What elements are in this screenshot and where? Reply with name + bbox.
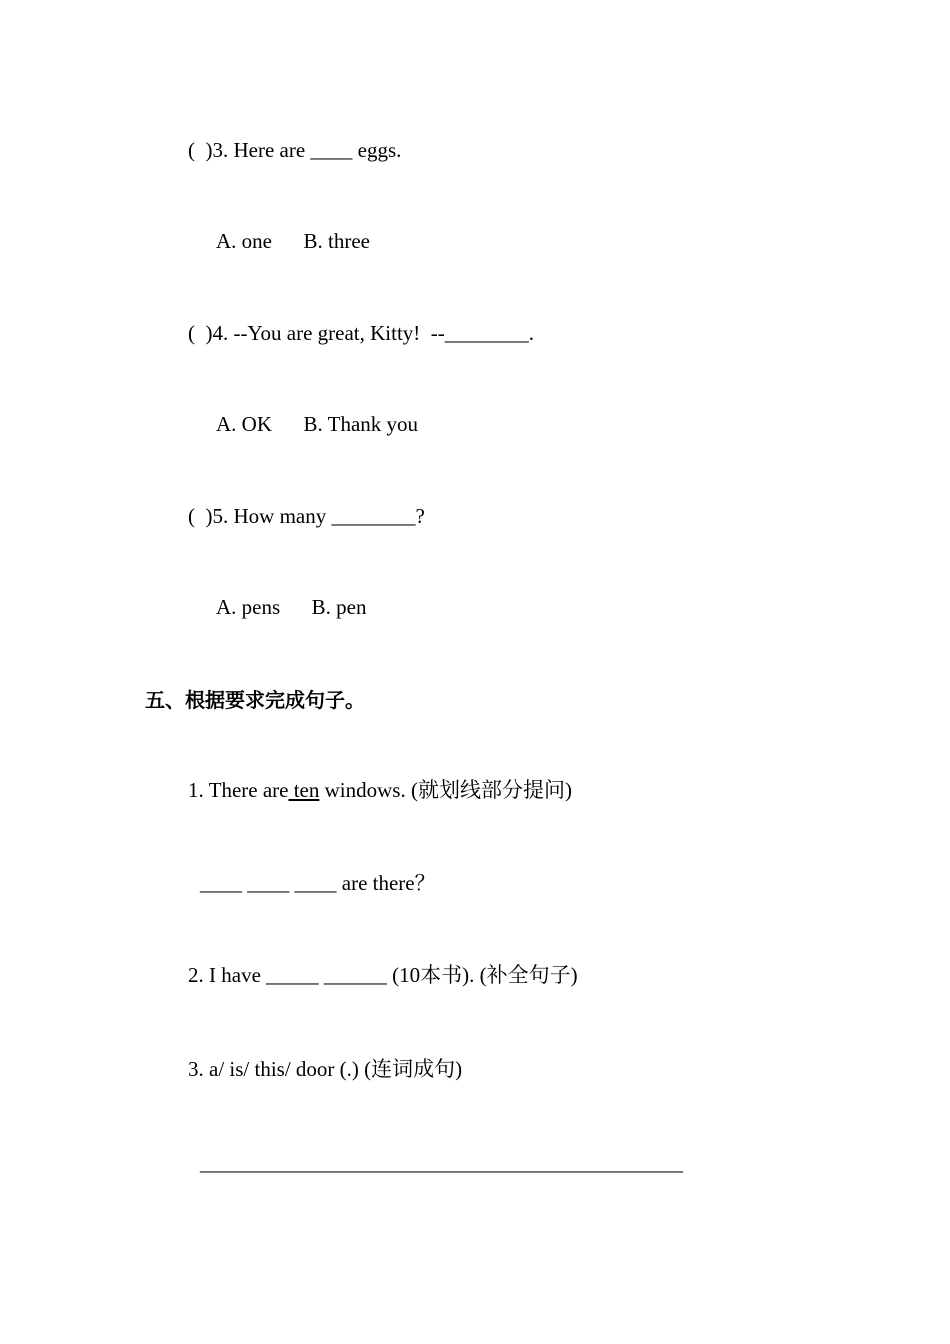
q3-stem: ( )3. Here are ____ eggs. <box>188 138 402 162</box>
q3-options: A. one B. three <box>216 229 370 253</box>
q4-stem: ( )4. --You are great, Kitty! --________. <box>188 321 535 345</box>
item-1-suffix: windows. (就划线部分提问) <box>319 778 572 802</box>
item-2: 2. I have _____ ______ (10本书). (补全句子) <box>188 963 578 987</box>
item-3-answer-line: ______________________________________________ <box>200 1151 683 1175</box>
item-1 <box>188 777 572 803</box>
item-1-answer-line: ____ ____ ____ are there？ <box>200 871 436 895</box>
section-heading: 五、根据要求完成句子。 <box>145 688 365 712</box>
item-1-underlined: ten <box>288 778 320 802</box>
q5-stem: ( )5. How many ________? <box>188 504 425 528</box>
q5-options: A. pens B. pen <box>216 595 367 619</box>
q4-options: A. OK B. Thank you <box>216 412 419 436</box>
item-3: 3. a/ is/ this/ door (.) (连词成句) <box>188 1057 463 1081</box>
item-1-prefix: 1. There are <box>188 778 289 802</box>
